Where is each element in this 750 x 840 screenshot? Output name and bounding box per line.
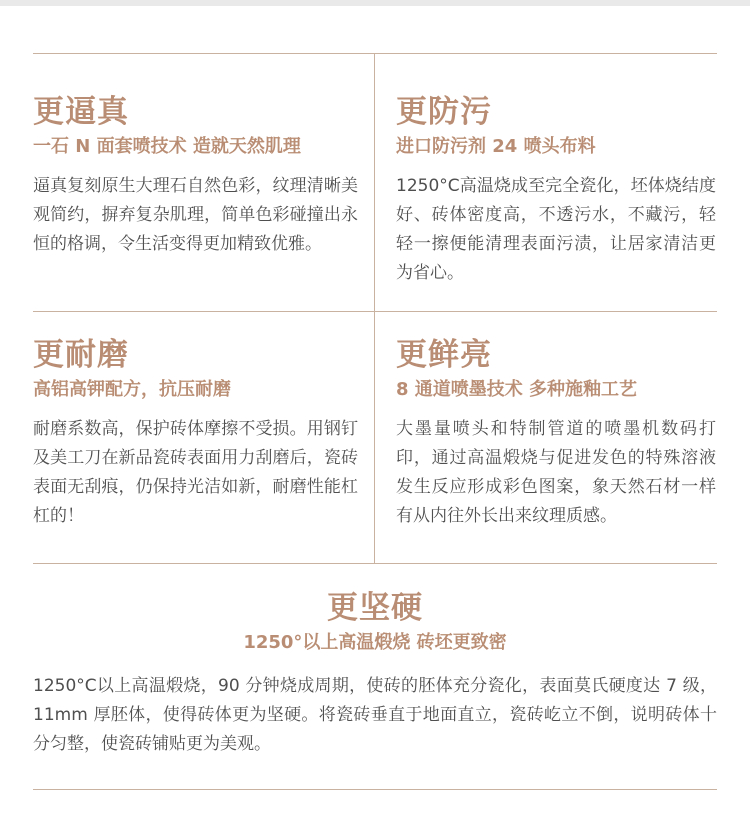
divider-vertical-lower — [374, 311, 375, 563]
feature-title: 更耐磨 — [33, 337, 129, 373]
feature-subtitle: 一石 N 面套喷技术 造就天然肌理 — [33, 136, 301, 157]
divider-middle-lower — [33, 563, 717, 564]
feature-subtitle: 1250°以上高温煅烧 砖坯更致密 — [243, 632, 507, 653]
divider-bottom — [33, 789, 717, 790]
feature-title: 更坚硬 — [327, 590, 423, 626]
feature-subtitle: 高铝高钾配方，抗压耐磨 — [33, 379, 231, 400]
feature-title: 更防污 — [396, 94, 492, 130]
feature-description: 1250°C以上高温煅烧，90 分钟烧成周期，使砖的胚体充分瓷化，表面莫氏硬度达 7 级，11mm 厚胚体，使得砖体更为坚硬。将瓷砖垂直于地面直立，瓷砖屹立不倒，说明砖体十分匀整，使瓷砖铺贴更为美观。 — [33, 676, 717, 754]
feature-description: 1250°C高温烧成至完全瓷化，坯体烧结度好、砖体密度高，不透污水，不藏污，轻轻一擦便能清理表面污渍，让居家清洁更为省心。 — [396, 176, 716, 283]
feature-subtitle: 8 通道喷墨技术 多种施釉工艺 — [396, 379, 638, 400]
top-strip — [0, 0, 750, 6]
divider-top — [33, 53, 717, 54]
feature-card-realistic — [33, 92, 358, 259]
feature-description: 大墨量喷头和特制管道的喷墨机数码打印，通过高温煅烧与促进发色的特殊溶液发生反应形成彩色图案，象天然石材一样有从内往外长出来纹理质感。 — [396, 419, 716, 526]
divider-middle-upper — [33, 311, 717, 312]
feature-title: 更逼真 — [33, 94, 129, 130]
feature-subtitle: 进口防污剂 24 喷头布料 — [396, 136, 596, 157]
feature-description: 耐磨系数高，保护砖体摩擦不受损。用钢钉及美工刀在新品瓷砖表面用力刮磨后，瓷砖表面无刮痕，仍保持光洁如新，耐磨性能杠杠的！ — [33, 419, 358, 526]
feature-title: 更鲜亮 — [396, 337, 492, 373]
feature-card-vivid — [396, 335, 716, 531]
feature-card-wear-resistant — [33, 335, 358, 531]
feature-description: 逼真复刻原生大理石自然色彩，纹理清晰美观简约，摒弃复杂肌理，简单色彩碰撞出永恒的格调，令生活变得更加精致优雅。 — [33, 176, 358, 254]
divider-vertical-upper — [374, 53, 375, 311]
feature-card-hard — [33, 588, 717, 759]
feature-card-stain-resistant — [396, 92, 716, 288]
